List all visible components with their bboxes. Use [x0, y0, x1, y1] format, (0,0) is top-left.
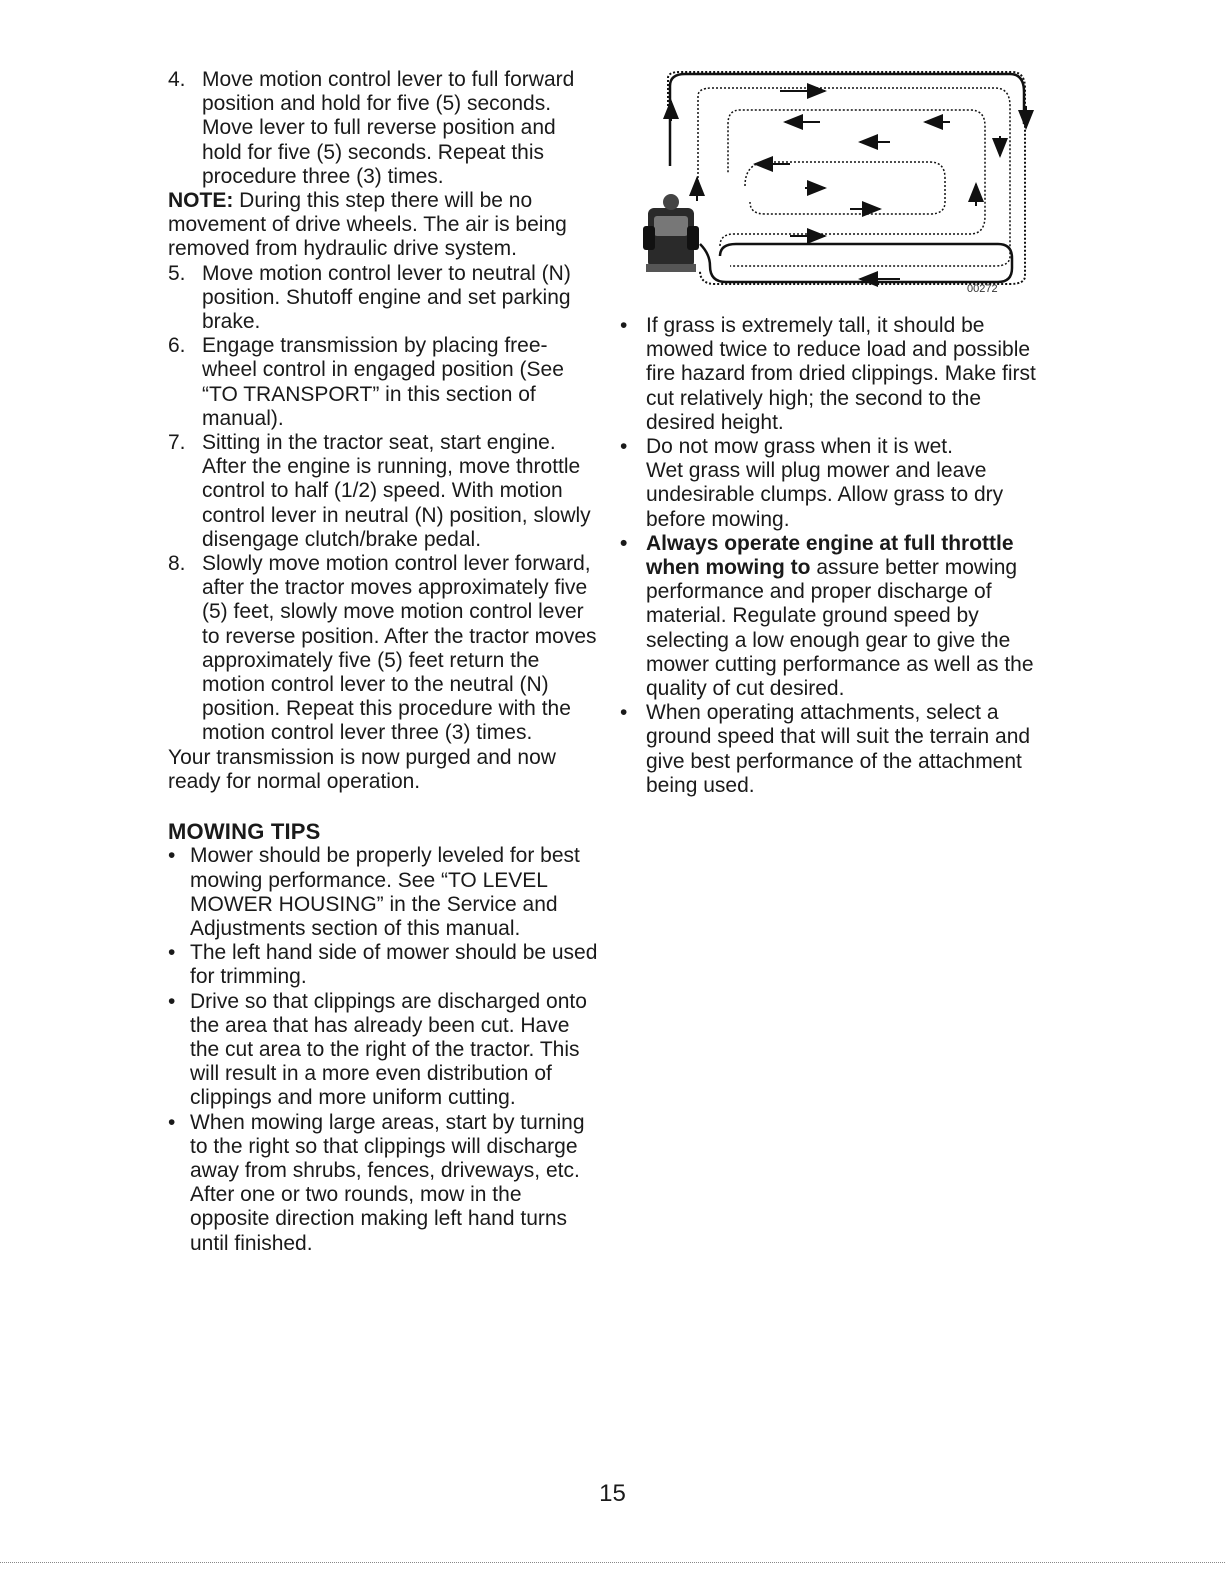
step-6	[168, 334, 600, 431]
bullet-icon: •	[620, 531, 628, 555]
list-item-text: If grass is extremely tall, it should be mowed twice to reduce load and possible fire hazard from dried clippings. Make first cut relatively high; the second to the desired height.	[646, 314, 1036, 434]
list-item-text: Mower should be properly leveled for best mowing performance. See “TO LEVEL MOWER HOUSING” in the Service and Adjustments section of this manual.	[190, 844, 580, 940]
bullet-icon: •	[620, 314, 628, 337]
step-number: 5.	[168, 261, 186, 285]
bottom-rule	[0, 1562, 1225, 1563]
list-item-bold-text: Always operate engine at full throttle when mowing to	[646, 531, 1014, 580]
step-text: Engage transmission by placing free-wheel control in engaged position (See “TO TRANSPORT” in this section of manual).	[202, 334, 564, 430]
list-item-text: The left hand side of mower should be used for trimming.	[190, 941, 598, 989]
note-label: NOTE:	[168, 189, 234, 213]
step-text: Sitting in the tractor seat, start engine. After the engine is running, move throttle control to half (1/2) speed. With motion control lever in neutral (N) position, slowly disengage clutch/brake pedal.	[202, 431, 591, 551]
left-column	[168, 68, 600, 1256]
list-item	[620, 314, 1052, 435]
list-item-rest: assure better mowing performance and proper discharge of material. Regulate ground speed by selecting a low enough gear to give the mower cutting performance as well as the quality of cut desired.	[646, 556, 1034, 701]
outer-solid-line	[670, 74, 1024, 166]
list-item-text: When operating attachments, select a ground speed that will suit the terrain and give best performance of the attachment being used.	[646, 701, 1031, 797]
step-number: 4.	[168, 68, 186, 91]
main-path-line	[700, 244, 1012, 282]
list-item	[168, 844, 600, 941]
list-item-text: Drive so that clippings are discharged onto the area that has already been cut. Have the cut area to the right of the tractor. This will result in a more even distribution of clippings and more uniform cutting.	[190, 989, 587, 1110]
list-item	[620, 532, 1052, 701]
page-number: 15	[599, 1480, 626, 1507]
note-text: During this step there will be no movement of drive wheels. The air is being removed from hydraulic drive system.	[168, 189, 567, 261]
step-text: Move motion control lever to neutral (N) position. Shutoff engine and set parking brake.	[202, 261, 571, 334]
mowing-pattern-diagram	[640, 66, 1045, 301]
step-text: Slowly move motion control lever forward, after the tractor moves approximately five (5) feet, slowly move motion control lever to reverse position. After the tractor moves approximately five (5) feet return the motion control lever to the neutral (N) position. Repeat this procedure with the motion control lever three (3) times.	[202, 552, 597, 745]
bullet-icon: •	[168, 1110, 176, 1134]
list-item	[620, 435, 1052, 532]
step-number: 7.	[168, 431, 186, 455]
right-column	[620, 314, 1052, 798]
bullet-icon: •	[620, 435, 628, 459]
tractor-icon	[643, 194, 699, 272]
list-item	[168, 990, 600, 1111]
step-number: 8.	[168, 552, 186, 576]
bullet-icon: •	[168, 844, 176, 868]
step-8	[168, 552, 600, 746]
step-4	[168, 68, 600, 189]
step-number: 6.	[168, 334, 186, 358]
step-5	[168, 262, 600, 335]
step-7	[168, 431, 600, 552]
purged-paragraph: Your transmission is now purged and now ready for normal operation.	[168, 745, 556, 793]
list-item	[620, 701, 1052, 798]
note-paragraph	[168, 189, 600, 262]
list-item-text	[646, 532, 1052, 701]
list-item-rest: Wet grass will plug mower and leave undesirable clumps. Allow grass to dry before mowing.	[646, 459, 1004, 531]
list-item-text	[646, 435, 1052, 532]
bullet-icon: •	[620, 701, 628, 725]
bullet-icon: •	[168, 941, 176, 965]
mowing-tips-heading: MOWING TIPS	[168, 819, 321, 845]
list-item-text: When mowing large areas, start by turning to the right so that clippings will discharge away from shrubs, fences, driveways, etc. After one or two rounds, mow in the opposite direction making left hand turns until finished.	[190, 1110, 585, 1255]
bullet-icon: •	[168, 989, 176, 1013]
list-item	[168, 1111, 600, 1256]
step-text: Move motion control lever to full forward position and hold for five (5) seconds. Move lever to full reverse position and hold for five (5) seconds. Repeat this procedure three (3) times.	[202, 68, 575, 188]
figure-id: 00272	[967, 283, 998, 295]
inner-path-line	[745, 162, 945, 214]
list-item	[168, 941, 600, 989]
list-item-first-line: Do not mow grass when it is wet.	[646, 435, 953, 459]
second-path-line	[698, 88, 1010, 266]
